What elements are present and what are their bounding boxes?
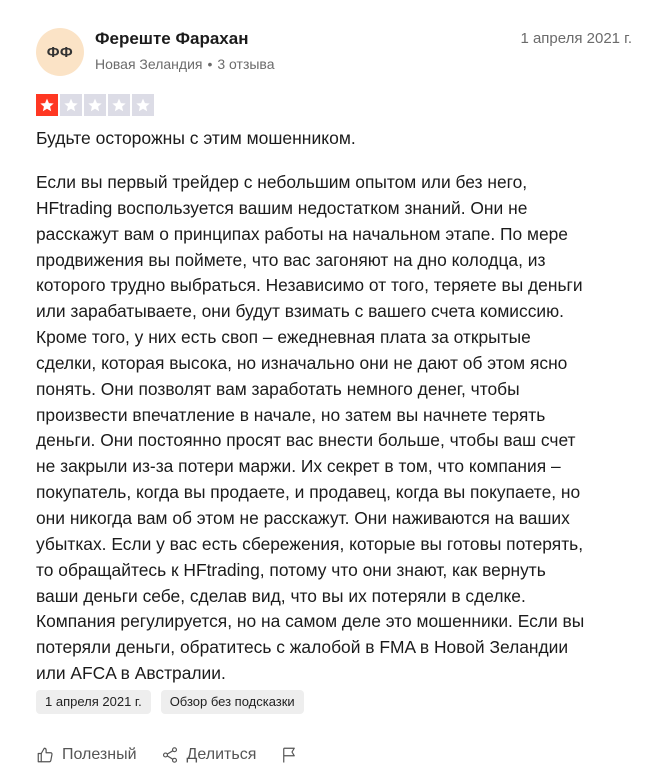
review-body-line: не закрыли из-за потери маржи. Их секрет в том, что компания – [36, 456, 561, 477]
review-body-line: или зарабатываете, они будут взимать с вашего счета комиссию. [36, 301, 565, 322]
star-rating [36, 94, 154, 116]
star-filled-icon [36, 94, 58, 116]
review-actions [36, 746, 330, 764]
review-header [36, 28, 636, 80]
review-body-line: HFtrading воспользуется вашим недостатком знаний. Они не [36, 197, 528, 218]
report-button[interactable] [280, 746, 306, 764]
review-body-line: которого трудно выбраться. Независимо от того, теряете вы деньги [36, 275, 583, 296]
useful-label: Полезный [62, 746, 137, 763]
review-body-line: потеряли деньги, обратитесь с жалобой в FMA в Новой Зеландии [36, 637, 569, 658]
review-body-line: или AFCA в Австралии. [36, 663, 226, 684]
flag-icon [280, 746, 298, 764]
review-body-line: Если вы первый трейдер с небольшим опытом или без него, [36, 172, 528, 192]
review-title[interactable]: Будьте осторожны с этим мошенником. [36, 128, 356, 148]
review-body-line: сделки, которая высока, но изначально они не дают об этом ясно [36, 352, 568, 373]
review-body-line: то обращайтесь к HFtrading, потому что они знают, как вернуть [36, 559, 546, 580]
thumbs-up-icon [36, 746, 54, 764]
reviewer-name[interactable]: Фереште Фарахан [95, 29, 249, 48]
review-body-line: убытках. Если у вас есть сбережения, которые вы готовы потерять, [36, 533, 584, 554]
review-body-line: расскажут вам о принципах работы на начальном этапе. По мере [36, 223, 568, 244]
review-body-line: понять. Они позволят вам заработать немного денег, чтобы [36, 378, 520, 399]
share-icon [161, 746, 179, 764]
reviewer-country: Новая Зеландия [95, 56, 203, 72]
review-body-line: ваши деньги себе, сделав вид, что вы их потеряли в сделке. [36, 585, 526, 606]
review-body-line: Компания регулируется, но на самом деле это мошенники. Если вы [36, 611, 585, 632]
unprompted-review-tag: Обзор без подсказки [161, 690, 304, 714]
avatar[interactable]: ФФ [36, 28, 84, 76]
useful-button[interactable] [36, 746, 137, 764]
review-body [36, 170, 636, 687]
review-body-line: они никогда вам об этом не расскажут. Они наживаются на ваших [36, 507, 570, 528]
review-body-line: покупатель, когда вы продаете, и продавец, когда вы покупаете, но [36, 482, 581, 503]
review-body-line: деньги. Они постоянно просят вас внести больше, чтобы ваш счет [36, 430, 576, 451]
star-empty-icon [132, 94, 154, 116]
meta-separator: • [207, 56, 213, 72]
review-date: 1 апреля 2021 г. [520, 30, 632, 47]
share-label: Делиться [186, 746, 257, 763]
review-tags [36, 690, 304, 714]
star-empty-icon [60, 94, 82, 116]
experience-date-tag: 1 апреля 2021 г. [36, 690, 151, 714]
star-empty-icon [108, 94, 130, 116]
reviewer-review-count: 3 отзыва [217, 56, 275, 72]
review-body-line: произвести впечатление в начале, но затем вы начнете терять [36, 404, 546, 425]
reviewer-meta [95, 56, 275, 72]
star-empty-icon [84, 94, 106, 116]
share-button[interactable] [161, 746, 257, 764]
review-body-line: Кроме того, у них есть своп – ежедневная плата за открытые [36, 327, 531, 348]
review-body-line: продвижения вы поймете, что вас загоняют на дно колодца, из [36, 249, 546, 270]
